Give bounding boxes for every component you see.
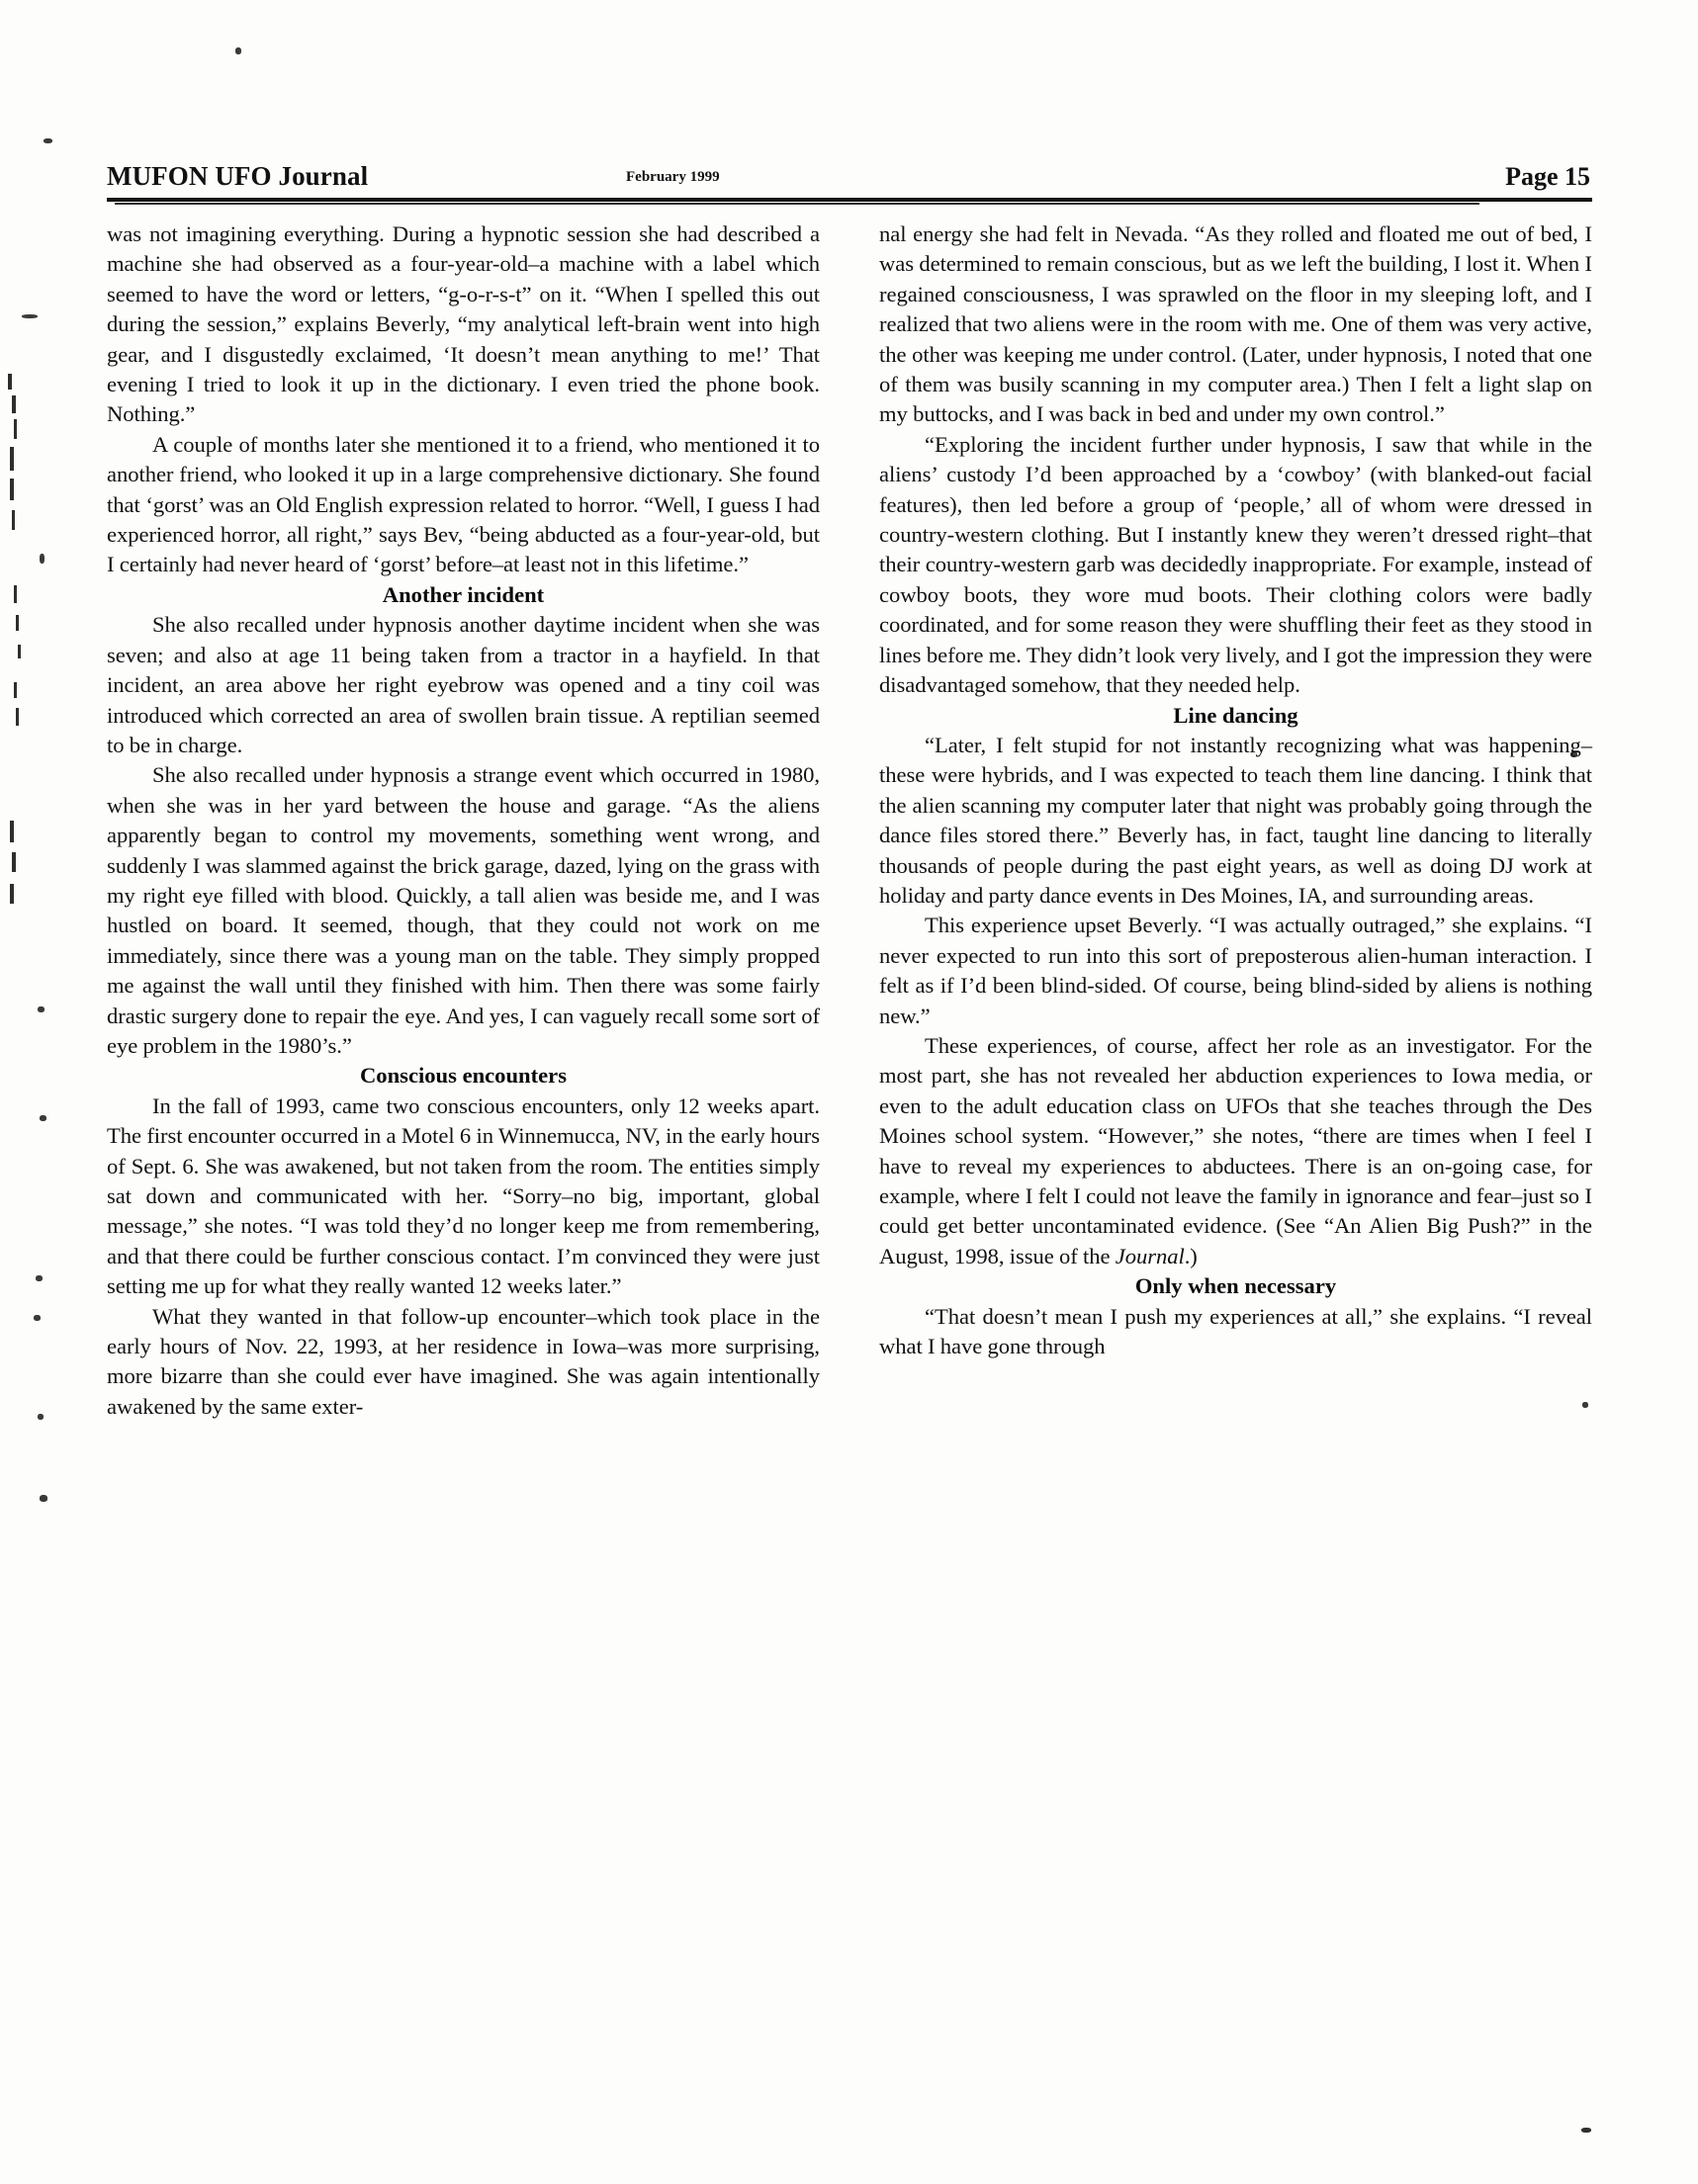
section-subheading: Conscious encounters bbox=[359, 1063, 567, 1089]
body-paragraph: What they wanted in that follow-up encounter–which took place in the early hours of Nov. 22, 1993, at her residence in Iowa–was more surprising, more bizarre than she could ever have imagined. She was again intentionally awakened by the same exter- bbox=[107, 1303, 820, 1419]
scan-edge-mark bbox=[10, 479, 14, 500]
scan-speck bbox=[1581, 2128, 1591, 2133]
scan-edge-mark bbox=[10, 884, 14, 904]
left-column bbox=[107, 219, 820, 1422]
scan-edge-mark bbox=[10, 447, 14, 471]
body-paragraph: In the fall of 1993, came two conscious encounters, only 12 weeks apart. The first encounter occurred in a Motel 6 in Winnemucca, NV, in the early hours of Sept. 6. She was awakened, but not taken from the room. The entities simply sat down and communicated with her. “Sorry–no big, important, global message,” she notes. “I was told they’d no longer keep me from remembering, and that there could be further conscious contact. I’m convinced they were just setting me up for what they really wanted 12 weeks later.” bbox=[107, 1092, 820, 1299]
scan-speck bbox=[36, 1275, 43, 1281]
scan-edge-mark bbox=[16, 615, 19, 631]
scan-edge-mark bbox=[14, 585, 17, 603]
body-paragraph: This experience upset Beverly. “I was actually outraged,” she explains. “I never expected to run into this sort of preposterous alien-human interaction. I felt as if I’d been blind-sided. Of course, being blind-sided by aliens is nothing new.” bbox=[879, 913, 1592, 1028]
section-subheading: Another incident bbox=[382, 581, 545, 607]
scan-speck bbox=[40, 1495, 47, 1502]
article-body bbox=[107, 219, 1592, 1422]
scan-edge-mark bbox=[14, 419, 17, 439]
scan-edge-mark bbox=[10, 821, 14, 842]
right-column bbox=[879, 219, 1592, 1422]
running-head bbox=[107, 140, 1590, 192]
issue-date: February 1999 bbox=[626, 169, 720, 185]
scan-speck bbox=[235, 47, 241, 54]
scan-speck bbox=[40, 1115, 46, 1121]
scan-speck bbox=[22, 314, 38, 318]
scan-edge-mark bbox=[14, 682, 17, 698]
body-paragraph: “Exploring the incident further under hypnosis, I saw that while in the aliens’ custody I’d been approached by a ‘cowboy’ (with blanked-out facial features), then led before a group of ‘people,’ all of whom were dressed in country-western clothing. But I instantly knew they weren’t dressed right–that their country-western garb was decidedly inappropriate. For example, instead of cowboy boots, they wore mud boots. Their clothing colors were badly coordinated, and for some reason they were shuffling their feet as they stood in lines before me. They didn’t look very lively, and I got the impression they were disadvantaged somehow, that they needed help. bbox=[879, 431, 1592, 698]
body-paragraph: She also recalled under hypnosis another daytime incident when she was seven; and also at age 11 being taken from a tractor in a hayfield. In that incident, an area above her right eyebrow was opened and a tiny coil was introduced which corrected an area of swollen brain tissue. A reptilian seemed to be in charge. bbox=[107, 612, 820, 757]
body-paragraph: nal energy she had felt in Nevada. “As they rolled and floated me out of bed, I was determined to remain conscious, but as we left the building, I lost it. When I regained consciousness, I was sprawled on the floor in my sleeping loft, and I realized that two aliens were in the room with me. One of them was very active, the other was keeping me under control. (Later, under hypnosis, I noted that one of them was busily scanning in my computer area.) Then I felt a light slap on my buttocks, and I was back in bed and under my own control.” bbox=[879, 221, 1592, 427]
scan-edge-mark bbox=[12, 395, 16, 413]
scan-edge-mark bbox=[18, 645, 21, 658]
header-rule bbox=[107, 198, 1592, 202]
scan-speck bbox=[38, 1414, 44, 1420]
section-subheading: Only when necessary bbox=[1134, 1273, 1337, 1299]
body-paragraph: “That doesn’t mean I push my experiences at all,” she explains. “I reveal what I have gone through bbox=[879, 1303, 1592, 1359]
scan-speck bbox=[38, 1006, 45, 1012]
header-rule-secondary bbox=[115, 203, 1479, 205]
page-number: Page 15 bbox=[1505, 162, 1590, 191]
scan-edge-mark bbox=[12, 510, 15, 530]
scan-speck bbox=[40, 554, 45, 564]
italic-journal-reference: Journal bbox=[1115, 1243, 1185, 1268]
scan-edge-mark bbox=[12, 852, 16, 872]
body-paragraph: These experiences, of course, affect her role as an investigator. For the most part, she has not revealed her abduction experiences to Iowa media, or even to the adult education class on UFOs that she teaches through the Des Moines school system. “However,” she notes, “there are times when I feel I have to reveal my experiences to abductees. There is an on-going case, for example, where I felt I could not leave the family in ignorance and fear–just so I could get better uncontaminated evidence. (See “An Alien Big Push?” in the August, 1998, issue of the Journal.) bbox=[879, 1032, 1592, 1268]
scan-edge-mark bbox=[16, 708, 19, 726]
body-paragraph: “Later, I felt stupid for not instantly recognizing what was happening–these were hybrids, and I was expected to teach them line dancing. I think that the alien scanning my computer later that night was probably going through the dance files stored there.” Beverly has, in fact, taught line dancing to literally thousands of people during the past eight years, as well as doing DJ work at holiday and party dance events in Des Moines, IA, and surrounding areas. bbox=[879, 732, 1592, 908]
scan-edge-mark bbox=[8, 374, 12, 390]
section-subheading: Line dancing bbox=[1173, 702, 1298, 728]
scan-speck bbox=[34, 1315, 41, 1321]
body-paragraph: A couple of months later she mentioned it to a friend, who mentioned it to another friend, who looked it up in a large comprehensive dictionary. She found that ‘gorst’ was an Old English expression related to horror. “Well, I guess I had experienced horror, all right,” says Bev, “being abducted as a four-year-old, but I certainly had never heard of ‘gorst’ before–at least not in this lifetime.” bbox=[107, 431, 820, 577]
body-paragraph: was not imagining everything. During a hypnotic session she had described a machine she had observed as a four-year-old–a machine with a label which seemed to have the word or letters, “g-o-r-s-t” on it. “When I spelled this out during the session,” explains Beverly, “my analytical left-brain went into high gear, and I disgustedly exclaimed, ‘It doesn’t mean anything to me!’ That evening I tried to look it up in the dictionary. I even tried the phone book. Nothing.” bbox=[107, 221, 820, 427]
publication-title: MUFON UFO Journal bbox=[107, 161, 369, 191]
body-paragraph: She also recalled under hypnosis a strange event which occurred in 1980, when she was in her yard between the house and garage. “As the aliens apparently began to control my movements, something went wrong, and suddenly I was slammed against the brick garage, dazed, lying on the grass with my right eye filled with blood. Quickly, a tall alien was beside me, and I was hustled on board. It seemed, though, that they could not work on me immediately, since there was a young man on the table. They simply propped me against the wall until they finished with him. Then there was some fairly drastic surgery done to repair the eye. And yes, I can vaguely recall some sort of eye problem in the 1980’s.” bbox=[107, 762, 820, 1058]
scan-speck bbox=[44, 138, 52, 143]
